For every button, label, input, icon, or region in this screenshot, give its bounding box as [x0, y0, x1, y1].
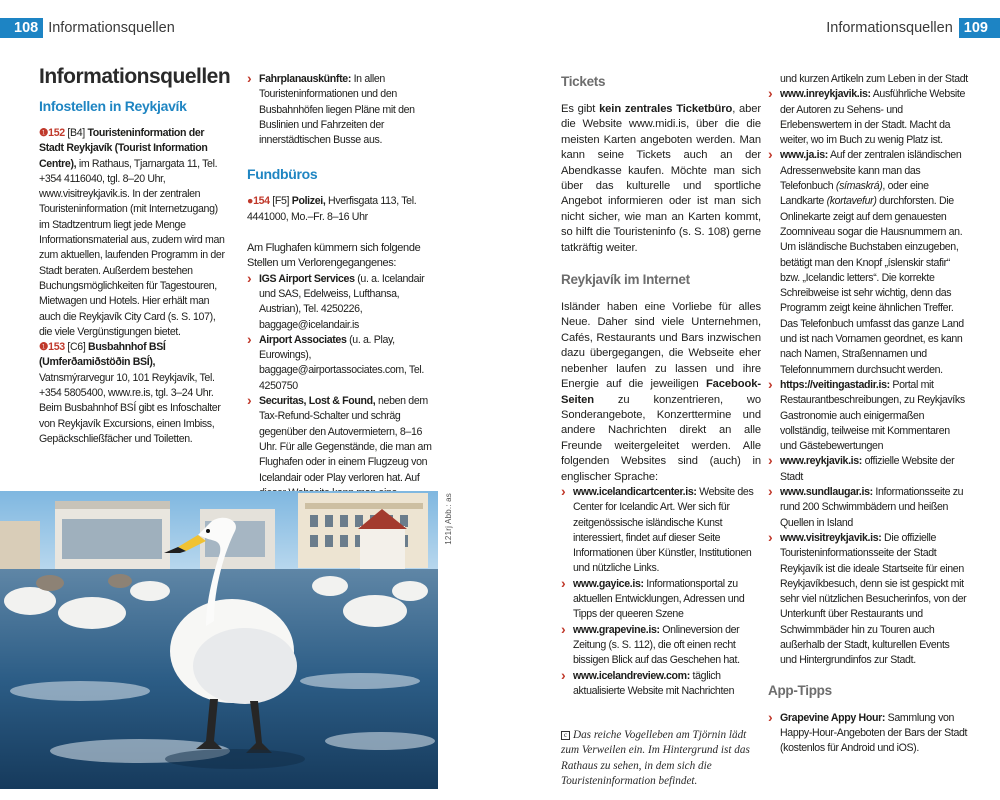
left-column-2 — [247, 72, 439, 532]
main-title: Informationsquellen — [39, 65, 231, 88]
item-label: IGS Airport Services — [259, 272, 355, 285]
website-list-1 — [561, 485, 761, 699]
item-text: Informationsportal zu aktuellen Entwicklungen, Adressen und Tipps der queeren Szene — [573, 577, 745, 621]
item-label: Grapevine Appy Hour: — [780, 711, 886, 724]
internet-text-post: zu konzentrieren, wo Sonderangebote, Konzerttermine und andere Nachrichten direkt an alle Freunde weitergeleitet werden. Alle folgenden Websites sind (auch) in englischer Sprache: — [561, 393, 761, 483]
tickets-text-post: , aber die Website www.midi.is, über die die meisten Karten angeboten werden. Man kann seine Tickets auch an der Abendkasse kaufen. Möchte man sich über das kulturelle und sportliche Angebot informieren oder ist man sich nicht sicher, wie man an Karten kommt, so hilft die Touristeninfo (s. S. 108) gerne tatkräftig weiter. — [561, 103, 761, 254]
item-text: täglich aktualisierte Website mit Nachrichten — [573, 669, 735, 697]
list-item — [561, 669, 761, 700]
entry-text: Hverfisgata 113, Tel. 4441000, Mo.–Fr. 8–16 Uhr — [247, 195, 417, 223]
item-italic: (símaskrá) — [835, 180, 883, 193]
page-number-right: 109 — [959, 18, 1000, 38]
entry-name: Polizei, — [291, 195, 326, 208]
page-number-left: 108 — [0, 18, 43, 38]
tickets-text-bold: kein zentrales Ticketbüro — [599, 103, 733, 115]
internet-text-pre: Isländer haben eine Vorliebe für alles Neue. Daher sind viele Unternehmen, Cafés, Restaurants und Bars inzwischen dazu übergegangen, die Webseite eher nebenher laufen zu lassen und ihre Energie auf die jeweiligen — [561, 301, 761, 391]
item-text: Website des Center for Icelandic Art. Wer sich für zeitgenössische isländische Kunst interessiert, findet auf dieser Seite Informationen über Künstler, Institutionen und nützliche Links. — [573, 485, 754, 575]
item-label: www.grapevine.is: — [573, 623, 660, 636]
list-item — [247, 272, 439, 333]
list-item — [768, 485, 968, 531]
location-dot-icon: ● — [247, 195, 254, 208]
heading-internet: Reykjavík im Internet — [561, 272, 690, 288]
right-column-2 — [768, 72, 968, 756]
item-text: Auf der zentralen isländischen Adressenwebsite kann man das Telefonbuch — [780, 149, 962, 193]
list-item — [561, 623, 761, 669]
list-item — [561, 577, 761, 623]
item-label: www.inreykjavik.is: — [780, 88, 871, 101]
running-title-left: Informationsquellen — [48, 20, 175, 36]
list-item — [247, 72, 439, 148]
left-page — [0, 0, 492, 800]
website-list-2 — [768, 87, 968, 668]
flughafen-intro: Am Flughafen kümmern sich folgende Stellen um Verlorengegangenes: — [247, 242, 421, 270]
list-item — [768, 454, 968, 485]
right-column-1 — [561, 72, 761, 699]
item-text: Portal mit Restaurantbeschreibungen, zu Reykjavíks Gastronomie auch einigermaßen vollständig, teilweise mit Kommentaren und Gästebewertungen — [780, 378, 965, 453]
item-label: www.icelandicartcenter.is: — [573, 485, 697, 498]
entry-text: im Rathaus, Tjarnargata 11, Tel. +354 4116040, tgl. 8–20 Uhr, www.visitreykjavik.is. In der zentralen Touristeninformation (mit Internetzugang) im Stadtzentrum liegt jede Menge Informationsmaterial aus, zudem wird man zum aktuellen, laufenden Programm in der Stadt beraten. Außerdem bestehen Buchungsmöglichkeiten für Tagestouren, Mietwagen und Hotels. Hier erhält man auch die Reykjavík City Card (s. S. 107), die viele Vergünstigungen bietet. — [39, 157, 225, 338]
list-item — [768, 531, 968, 669]
list-item — [768, 148, 968, 377]
running-title-right: Informationsquellen — [826, 20, 953, 36]
item-italic: (kortavefur) — [826, 195, 877, 208]
heading-fundburos: Fundbüros — [247, 166, 318, 183]
list-item — [561, 485, 761, 577]
item-text: Die offizielle Touristeninformationsseite der Stadt Reykjavík ist die ideale Startseite für einen Reykjavíkbesuch, denn sie ist gespickt mit sehr viel nützlichen Besucherinfos, von der Unterkunft über Restaurants und Schwimmbäder hin zu Touren auch außerhalb der Stadt, kulturellen Events und Hintergrundinfos zur Stadt. — [780, 531, 967, 667]
app-list — [768, 711, 968, 757]
item-label: Securitas, Lost & Found, — [259, 395, 376, 408]
entry-badge-153: 153 — [48, 341, 65, 354]
grid-ref: [C6] — [67, 341, 86, 354]
item-text: , oder eine Landkarte — [780, 180, 929, 208]
item-text: In allen Touristeninformationen und den Busbahnhöfen liegen Pläne mit den Buslinien und Fahrzeiten der innerstädtischen Busse aus. — [259, 73, 415, 147]
item-text: durchforsten. Die Onlinekarte zeigt auf dem genauesten Zoomniveau sogar die Hausnummern an. Um isländische Buchstaben einzugeben, betätigt man den Knopf „íslenskir stafir“ bzw. „Icelandic letters“. Die korrekte Schreibweise ist sehr wichtig, denn das Programm zeigt keine ähnlichen Treffer. Das Telefonbuch umfasst das ganze Land und ist nach Vornamen geordnet, es kann nach Namen, Straßennamen und Telefonnummern durchsucht werden. — [780, 195, 964, 376]
item-label: Airport Associates — [259, 333, 347, 346]
photo-caption — [561, 728, 761, 790]
heading-app-tipps: App-Tipps — [768, 682, 832, 698]
entry-name: Touristeninformation der Stadt Reykjavík (Tourist Information Centre), — [39, 127, 208, 170]
list-item — [768, 711, 968, 757]
info-badge-icon: ❶ — [39, 127, 49, 139]
internet-paragraph — [561, 300, 761, 485]
left-column-1 — [39, 64, 229, 447]
item-text: neben dem Tax-Refund-Schalter und schräg gegenüber den Autovermietern, 8–16 Uhr. Für alle Gegenstände, die man am Flughafen oder in einem Flugzeug von Icelandair oder Play verloren hat. Auf — [259, 395, 432, 484]
grid-ref: [F5] — [272, 195, 290, 208]
caption-arrow-icon: c — [561, 731, 570, 740]
heading-tickets: Tickets — [561, 74, 606, 89]
item-label: www.icelandreview.com: — [573, 669, 690, 682]
item-text: offizielle Website der Stadt — [780, 455, 955, 483]
item-text: Sammlung von Happy-Hour-Angeboten der Bars der Stadt (kostenlos für Android und iOS). — [780, 711, 968, 755]
page-header-left — [0, 18, 175, 38]
list-item — [768, 87, 968, 148]
item-text: (u. a. Icelandair und SAS, Edelweiss, Lufthansa, Austrian), Tel. 4250226, baggage@icelandair.is — [259, 272, 425, 331]
fahrplan-list — [247, 72, 439, 148]
tickets-text-pre: Es gibt — [561, 103, 596, 115]
item-label: www.sundlaugar.is: — [780, 486, 873, 499]
info-badge-icon: ❶ — [39, 341, 49, 354]
caption-text: Das reiche Vogelleben am Tjörnin lädt zum Verweilen ein. Im Hintergrund ist das Rathaus zu sehen, in dem sich die Touristeninformation befindet. — [561, 729, 750, 788]
grid-ref: [B4] — [67, 127, 85, 139]
item-text: Ausführliche Website der Autoren zu Sehens- und Erlebenswertem in der Stadt. Macht da weiter, wo im Buch zu wenig Platz ist. — [780, 88, 966, 147]
list-item — [247, 333, 439, 394]
photo-swans-tjornin — [0, 491, 438, 789]
heading-infostellen: Infostellen in Reykjavík — [39, 98, 187, 114]
entry-busbahnhof — [39, 340, 229, 447]
item-label: www.ja.is: — [780, 149, 828, 162]
item-label: www.visitreykjavik.is: — [780, 531, 882, 544]
entry-polizei — [247, 194, 439, 225]
entry-tourist-info — [39, 126, 229, 340]
item-label: https://veitingastadir.is: — [780, 378, 890, 391]
item-text: Onlineversion der Zeitung (s. S. 112), die oft einen recht bissigen Blick auf das Geschehen hat. — [573, 623, 740, 667]
item-label: www.reykjavik.is: — [780, 455, 862, 468]
swan-photo-illustration — [0, 491, 438, 789]
item-label: www.gayice.is: — [573, 577, 644, 590]
item-text: Informationsseite zu rund 200 Schwimmbädern und heißen Quellen in Island — [780, 486, 964, 529]
entry-badge-152: 152 — [48, 127, 65, 139]
continuation-text: und kurzen Artikeln zum Leben in der Stadt — [780, 73, 968, 85]
entry-text: Vatnsmýrarvegur 10, 101 Reykjavík, Tel. +354 5805400, www.re.is, tgl. 3–24 Uhr. Beim Busbahnhof BSÍ gibt es Infoschalter von Reykjavík Excursions, einen Imbiss, Gepäckschließfächer und Toiletten. — [39, 371, 221, 445]
tickets-paragraph — [561, 102, 761, 256]
list-item — [768, 378, 968, 454]
item-text: (u. a. Play, Eurowings), baggage@airportassociates.com, Tel. 4250750 — [259, 333, 424, 392]
entry-badge-154: 154 — [253, 195, 270, 208]
photo-credit: 121rj Abb.: as — [444, 493, 453, 545]
item-label: Fahrplanauskünfte: — [259, 73, 351, 85]
right-page — [508, 0, 1000, 800]
page-header-right — [826, 18, 1000, 38]
entry-name: Busbahnhof BSÍ (Umferðamiðstöðin BSÍ), — [39, 341, 166, 369]
internet-text-bold: Facebook-Seiten — [561, 378, 761, 406]
